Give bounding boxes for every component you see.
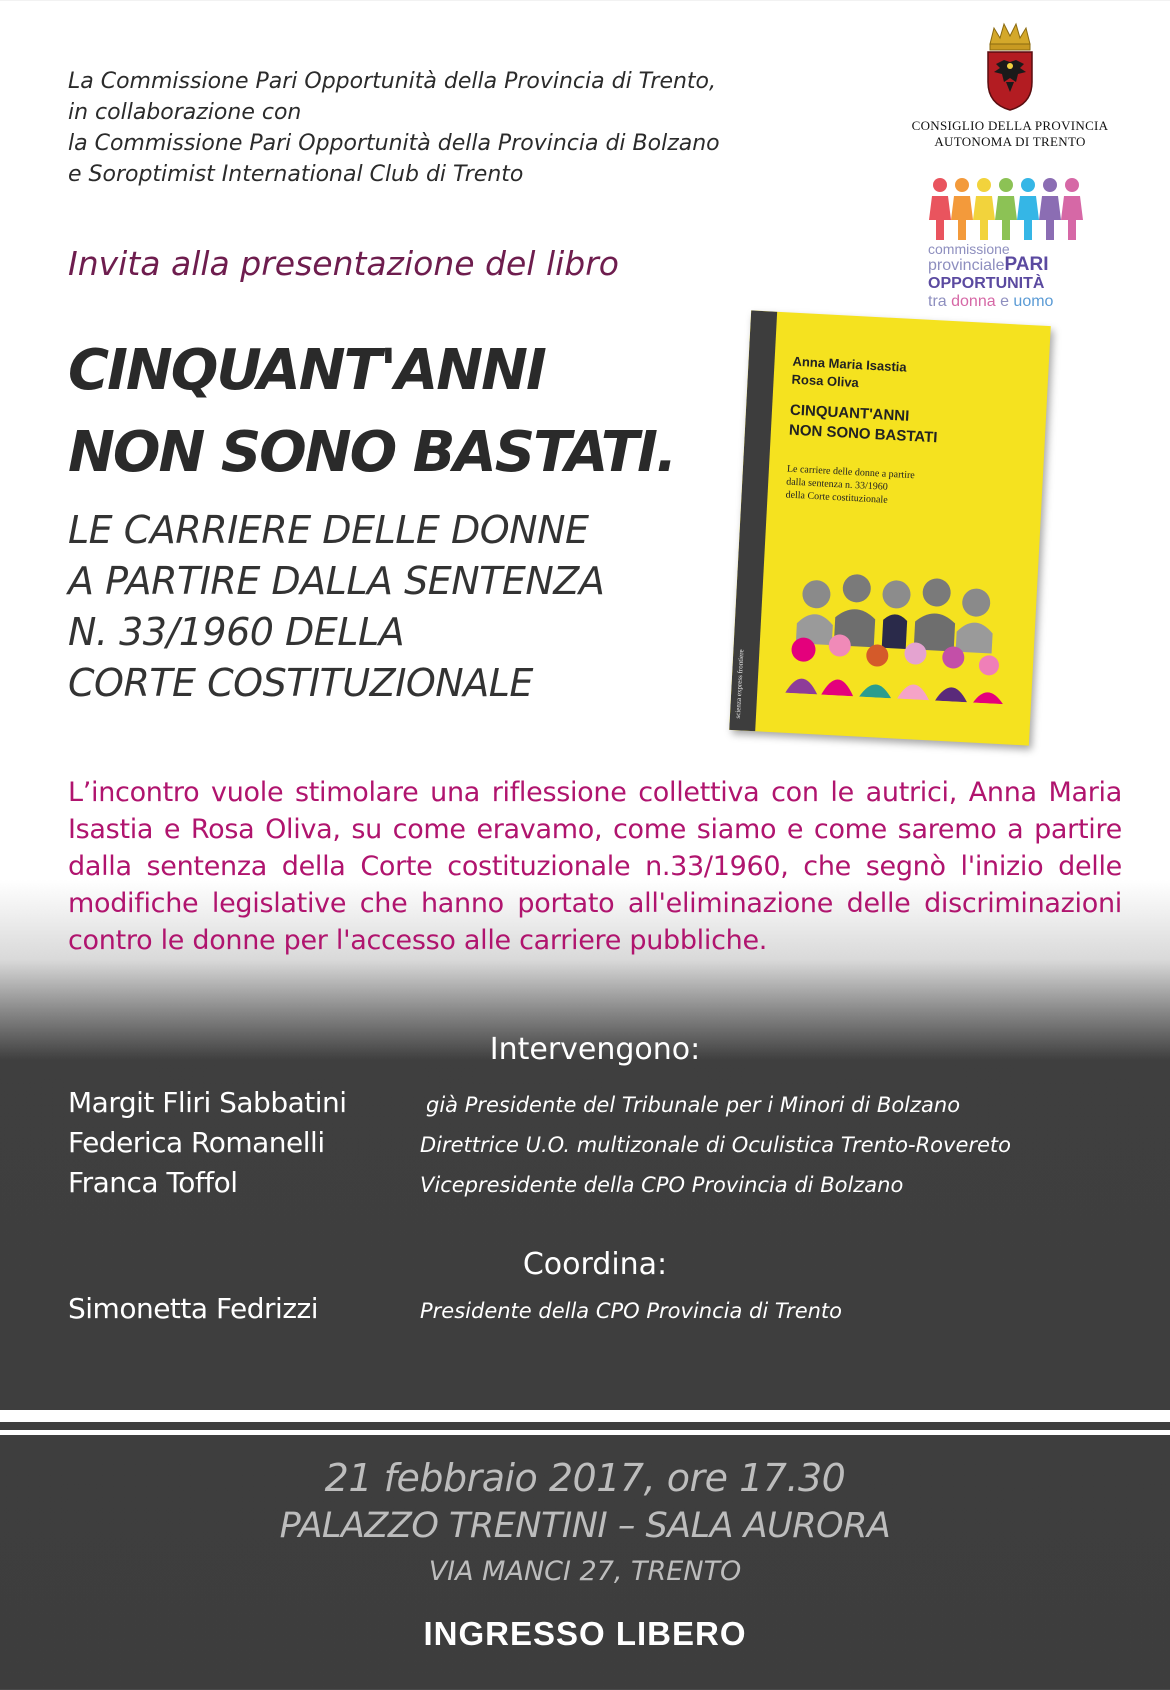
pari-logo-line (928, 256, 1088, 275)
book-cover-title (788, 401, 938, 449)
subtitle-line: A PARTIRE DALLA SENTENZA (68, 559, 605, 603)
pari-opportunita-logo (928, 176, 1088, 311)
book-cover-illustration (771, 562, 1017, 704)
pari-logo-word: tra (928, 293, 952, 310)
title-line: CINQUANT'ANNI (68, 338, 545, 403)
pari-logo-word: uomo (1013, 293, 1054, 310)
book-subtitle (68, 505, 604, 709)
figure-body (1039, 196, 1061, 240)
figure-body (1017, 196, 1039, 240)
coordinator-heading: Coordina: (522, 1247, 668, 1282)
council-name-line: AUTONOMA DI TRENTO (934, 134, 1086, 149)
speaker-role: Direttrice U.O. multizonale di Oculistica Trento-Rovereto (420, 1133, 1011, 1157)
book-cover-subtitle-line: dalla sentenza n. 33/1960 (785, 476, 889, 493)
coordinator-name: Simonetta Fedrizzi (68, 1292, 318, 1325)
free-entry-label: INGRESSO LIBERO (423, 1615, 747, 1652)
figure-head (1065, 178, 1079, 192)
invitation-heading: Invita alla presentazione del libro (68, 244, 619, 283)
speaker-role: Vicepresidente della CPO Provincia di Bolzano (420, 1173, 904, 1197)
figure-body (995, 196, 1017, 240)
book-cover-subtitle-line: Le carriere delle donne a partire (786, 463, 916, 482)
figure-body (951, 196, 973, 240)
book-publisher: scienza express frontiere (733, 648, 746, 719)
event-address: VIA MANCI 27, TRENTO (428, 1556, 742, 1587)
intro-line: in collaborazione con (68, 100, 302, 125)
speaker-name: Margit Fliri Sabbatini (68, 1086, 347, 1119)
book-cover-title-line: CINQUANT'ANNI (789, 401, 910, 425)
figure-head (1021, 178, 1035, 192)
book-cover-subtitle (785, 463, 915, 509)
figure-head (955, 178, 969, 192)
speaker-row (68, 1086, 1011, 1126)
pari-logo-line (928, 293, 1088, 311)
figure-head (977, 178, 991, 192)
council-logo (900, 20, 1120, 150)
speaker-row (68, 1126, 1011, 1166)
coordinator-role: Presidente della CPO Provincia di Trento (420, 1299, 842, 1323)
book-cover (729, 310, 1051, 745)
book-author: Anna Maria Isastia (792, 353, 907, 375)
women-figures-icon (928, 176, 1084, 242)
intro-line: la Commissione Pari Opportunità della Provincia di Bolzano (68, 131, 720, 156)
pari-logo-line: commissione (928, 241, 1010, 257)
council-name-line: CONSIGLIO DELLA PROVINCIA (911, 118, 1109, 133)
pari-logo-word: donna (951, 293, 996, 310)
speakers-list (68, 1086, 1011, 1206)
speaker-role: già Presidente del Tribunale per i Minori di Bolzano (426, 1093, 961, 1117)
speaker-name: Federica Romanelli (68, 1126, 325, 1159)
figure-body (973, 196, 995, 240)
speaker-row (68, 1166, 1011, 1206)
event-description: L’incontro vuole stimolare una riflessione collettiva con le autrici, Anna Maria Isastia e Rosa Oliva, su come eravamo, come siamo e come saremo a partire dalla sentenza della Corte costituzionale n.33/1960, che segnò l'inizio delle modifiche legislative che hanno portato all'eliminazione delle discriminazioni contro le donne per l'accesso alle carriere pubbliche. (68, 777, 1122, 956)
subtitle-line: N. 33/1960 DELLA (68, 610, 405, 654)
subtitle-line: CORTE COSTITUZIONALE (68, 661, 533, 705)
speaker-name: Franca Toffol (68, 1166, 238, 1199)
intro-line: La Commissione Pari Opportunità della Provincia di Trento, (68, 69, 717, 94)
figure-body (1061, 196, 1083, 240)
book-title-heading (68, 330, 675, 494)
event-venue: PALAZZO TRENTINI – SALA AURORA (279, 1506, 891, 1546)
figure-head (933, 178, 947, 192)
intro-line: e Soroptimist International Club di Trento (68, 162, 524, 187)
eagle-coat-of-arms-icon (982, 20, 1038, 112)
coordinator-row (68, 1292, 842, 1332)
book-cover-title-line: NON SONO BASTATI (788, 421, 938, 447)
book-cover-subtitle-line: della Corte costituzionale (785, 489, 888, 506)
figure-head (1043, 178, 1057, 192)
book-author: Rosa Oliva (791, 371, 860, 391)
book-authors (791, 353, 907, 395)
divider-stripe (0, 1410, 1170, 1422)
coordinator (68, 1292, 842, 1332)
figure-body (929, 196, 951, 240)
title-line: NON SONO BASTATI. (68, 420, 676, 485)
subtitle-line: LE CARRIERE DELLE DONNE (68, 508, 589, 552)
divider-stripe (0, 1430, 1170, 1435)
pari-logo-word: provinciale (928, 257, 1005, 274)
event-date: 21 febbraio 2017, ore 17.30 (324, 1456, 846, 1500)
pari-logo-word: e (995, 293, 1014, 310)
pari-logo-line: OPPORTUNITÀ (928, 275, 1045, 292)
speakers-heading: Intervengono: (489, 1032, 701, 1067)
intro-text (68, 66, 720, 190)
figure-head (999, 178, 1013, 192)
pari-logo-word: PARI (1004, 254, 1049, 275)
